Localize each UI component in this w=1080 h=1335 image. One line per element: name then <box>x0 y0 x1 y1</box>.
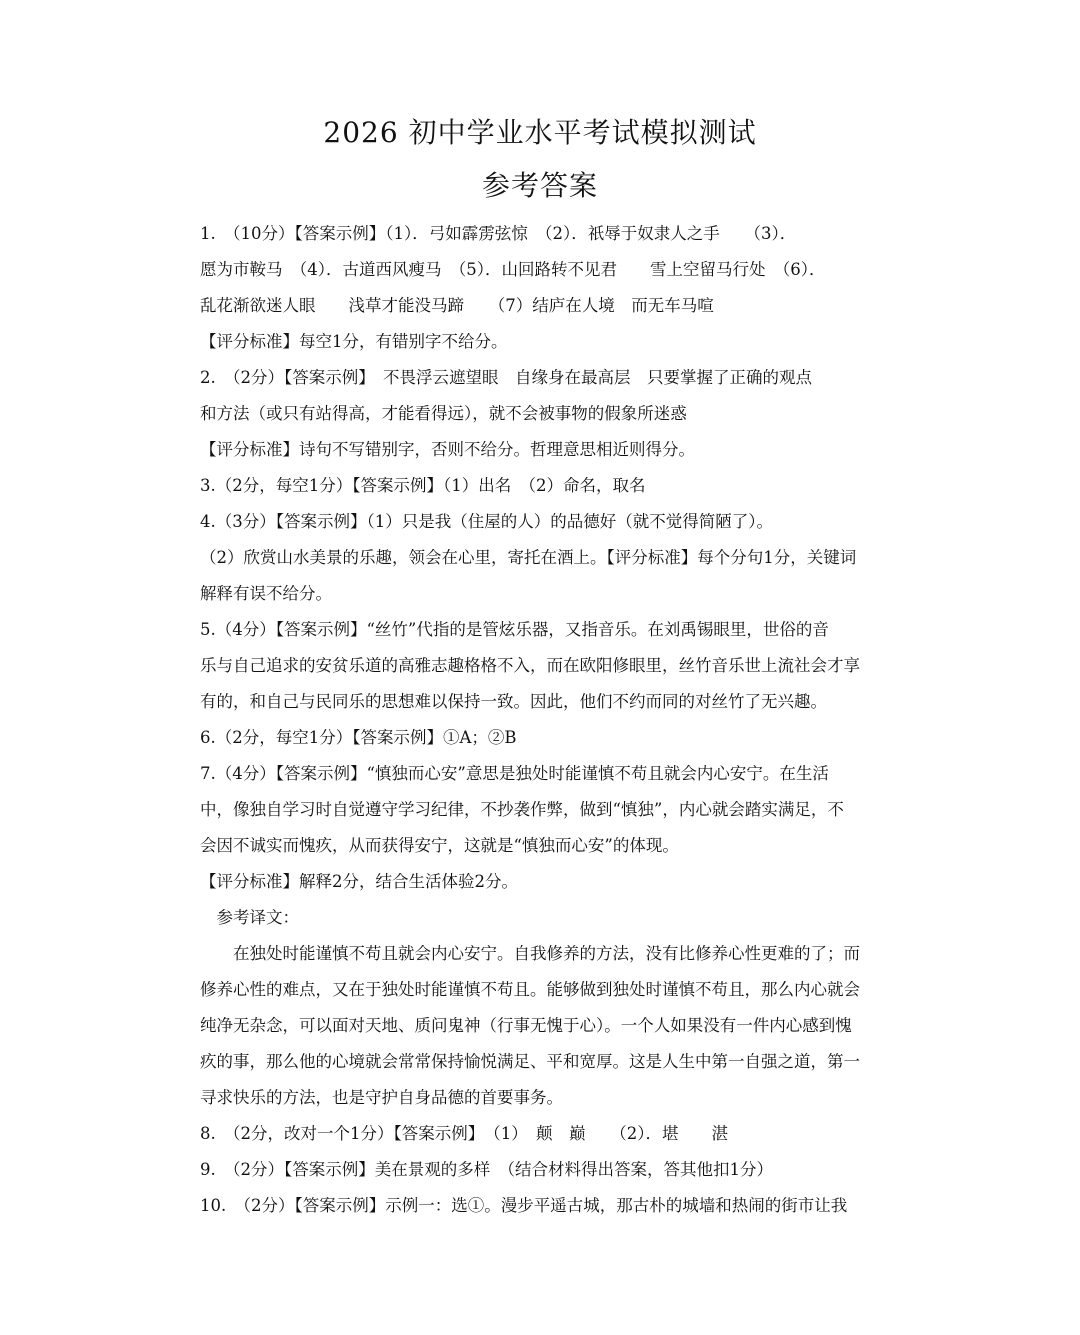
text-line: 和方法（或只有站得高，才能看得远），就不会被事物的假象所迷惑 <box>200 404 687 423</box>
text-line: 3.（2分，每空1分）【答案示例】（1）出名 （2）命名，取名 <box>200 476 646 495</box>
text-line: 疚的事，那么他的心境就会常常保持愉悦满足、平和宽厚。这是人生中第一自强之道，第一 <box>200 1052 860 1071</box>
text-line: 修养心性的难点，又在于独处时能谨慎不苟且。能够做到独处时谨慎不苟且，那么内心就会 <box>200 980 860 999</box>
text-line: 1. （10分）【答案示例】（1）．弓如霹雳弦惊 （2）．祇辱于奴隶人之手 （3）． <box>200 224 797 243</box>
text-line: 有的，和自己与民同乐的思想难以保持一致。因此，他们不约而同的对丝竹了无兴趣。 <box>200 692 827 711</box>
text-line: 4.（3分）【答案示例】（1）只是我（住屋的人）的品德好（就不觉得简陋了）。 <box>200 512 773 531</box>
text-line: 解释有误不给分。 <box>200 584 332 603</box>
page-title: 2026 初中学业水平考试模拟测试 <box>323 116 757 149</box>
text-line: 5.（4分）【答案示例】“丝竹”代指的是管炫乐器，又指音乐。在刘禹锡眼里，世俗的音 <box>200 620 829 639</box>
text-line: 参考译文： <box>200 908 299 927</box>
text-line: 在独处时能谨慎不苟且就会内心安宁。自我修养的方法，没有比修养心性更难的了；而 <box>200 944 860 963</box>
text-line: 愿为市鞍马 （4）．古道西风瘦马 （5）．山回路转不见君 雪上空留马行处 （6）． <box>200 260 826 279</box>
page-subtitle: 参考答案 <box>481 169 598 202</box>
text-line: 6.（2分，每空1分）【答案示例】①A；②B <box>200 728 517 747</box>
text-line: 7.（4分）【答案示例】“慎独而心安”意思是独处时能谨慎不苟且就会内心安宁。在生活 <box>200 764 829 783</box>
text-line: 【评分标准】每空1分，有错别字不给分。 <box>200 332 508 351</box>
text-line: 9. （2分）【答案示例】美在景观的多样 （结合材料得出答案，答其他扣1分） <box>200 1160 773 1179</box>
text-line: 中，像独自学习时自觉遵守学习纪律，不抄袭作弊，做到“慎独”，内心就会踏实满足，不 <box>200 800 844 819</box>
text-line: 8. （2分，改对一个1分）【答案示例】 （1） 颠 巅 （2）．堪 湛 <box>200 1124 728 1143</box>
text-line: 【评分标准】解释2分，结合生活体验2分。 <box>200 872 518 891</box>
text-line: 寻求快乐的方法，也是守护自身品德的首要事务。 <box>200 1088 563 1107</box>
answer-text-block <box>200 216 890 1224</box>
text-line: 乱花渐欲迷人眼 浅草才能没马蹄 （7）结庐在人境 而无车马喧 <box>200 296 714 315</box>
text-line: 纯净无杂念，可以面对天地、质问鬼神（行事无愧于心）。一个人如果没有一件内心感到愧 <box>200 1016 852 1035</box>
text-line: （2）欣赏山水美景的乐趣，领会在心里，寄托在酒上。【评分标准】每个分句1分，关键词 <box>200 548 857 567</box>
text-line: 2. （2分）【答案示例】 不畏浮云遮望眼 自缘身在最高层 只要掌握了正确的观点 <box>200 368 812 387</box>
text-line: 乐与自己追求的安贫乐道的高雅志趣格格不入，而在欧阳修眼里，丝竹音乐世上流社会才享 <box>200 656 860 675</box>
text-line: 10. （2分）【答案示例】示例一：选①。漫步平遥古城，那古朴的城墙和热闹的街市让我 <box>200 1196 848 1215</box>
text-line: 【评分标准】诗句不写错别字，否则不给分。哲理意思相近则得分。 <box>200 440 695 459</box>
text-line: 会因不诚实而愧疚，从而获得安宁，这就是“慎独而心安”的体现。 <box>200 836 679 855</box>
